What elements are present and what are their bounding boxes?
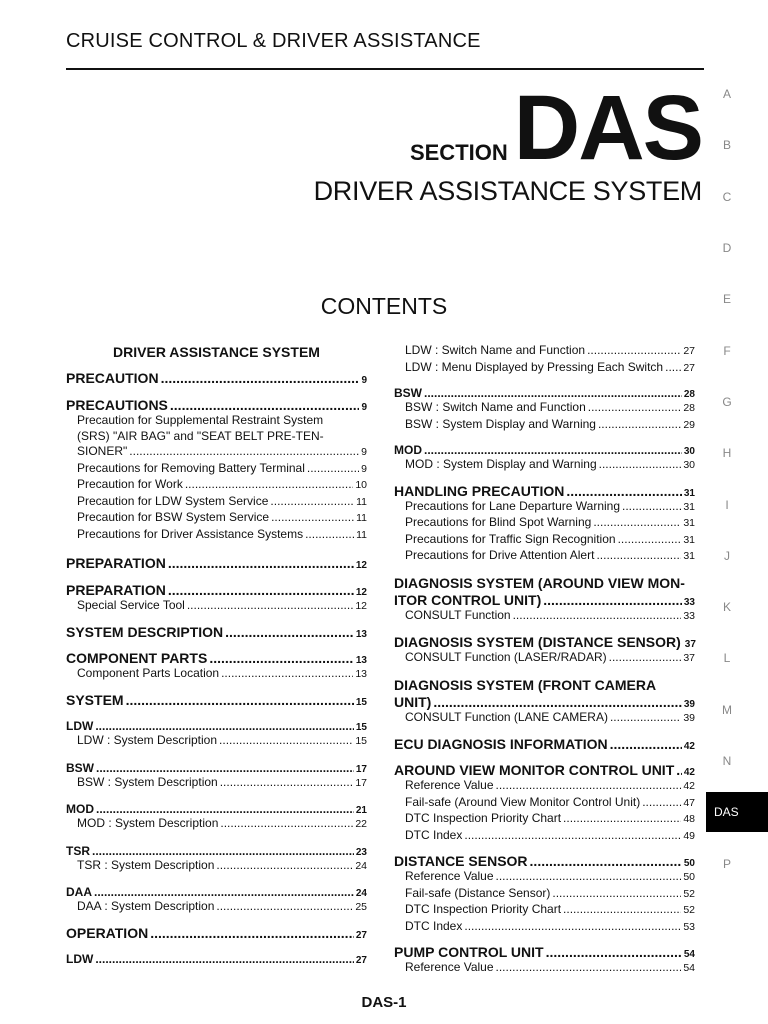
page-number-footer: DAS-1: [361, 994, 407, 1011]
side-index-d[interactable]: D: [722, 241, 732, 255]
side-index-l[interactable]: L: [723, 651, 731, 665]
toc-entry[interactable]: Precaution for Work ..... 10: [66, 477, 367, 494]
toc-entry[interactable]: DAA : System Description ..... 25: [66, 899, 367, 916]
toc-entry[interactable]: SYSTEM ..... 15: [66, 692, 367, 708]
toc-entry[interactable]: PRECAUTION ..... 9: [66, 370, 367, 386]
side-index-i[interactable]: I: [725, 498, 729, 512]
toc-entry[interactable]: SYSTEM DESCRIPTION ..... 13: [66, 624, 367, 640]
toc-entry[interactable]: DAA ..... 24: [66, 885, 367, 899]
toc-entry[interactable]: Component Parts Location ..... 13: [66, 666, 367, 683]
toc-entry[interactable]: Precautions for Removing Battery Terminal ..... 9: [66, 461, 367, 478]
toc-entry[interactable]: DTC Inspection Priority Chart ..... 52: [394, 902, 695, 919]
toc-entry-wrapped-line: (SRS) "AIR BAG" and "SEAT BELT PRE-TEN-: [77, 428, 324, 443]
toc-entry[interactable]: MOD ..... 21: [66, 802, 367, 816]
toc-entry[interactable]: MOD ..... 30: [394, 443, 695, 457]
toc-entry[interactable]: DTC Index ..... 53: [394, 919, 695, 936]
header-rule: [66, 68, 704, 70]
toc-entry[interactable]: LDW : Switch Name and Function ..... 27: [394, 343, 695, 360]
side-index-k[interactable]: K: [722, 600, 731, 614]
manual-section-header: CRUISE CONTROL & DRIVER ASSISTANCE: [66, 30, 481, 52]
side-index-j[interactable]: J: [724, 549, 730, 563]
toc-entry[interactable]: SIONER" ..... 9: [66, 444, 367, 461]
side-index-p[interactable]: P: [722, 857, 731, 871]
toc-entry[interactable]: CONSULT Function ..... 33: [394, 608, 695, 625]
toc-entry[interactable]: Reference Value ..... 54: [394, 960, 695, 977]
side-index-e[interactable]: E: [722, 292, 731, 306]
toc-entry[interactable]: TSR : System Description ..... 24: [66, 858, 367, 875]
side-index-a[interactable]: A: [722, 87, 731, 101]
toc-entry[interactable]: DIAGNOSIS SYSTEM (DISTANCE SENSOR) 37: [394, 634, 696, 650]
section-code: DAS: [513, 77, 702, 179]
side-index-f[interactable]: F: [723, 344, 731, 358]
toc-entry[interactable]: TSR ..... 23: [66, 844, 367, 858]
toc-entry[interactable]: Precautions for Drive Attention Alert ..... 31: [394, 548, 695, 565]
toc-entry[interactable]: Precaution for BSW System Service ..... 11: [66, 510, 367, 527]
toc-entry[interactable]: UNIT) ..... 39: [394, 694, 695, 710]
toc-entry[interactable]: Special Service Tool ..... 12: [66, 598, 367, 615]
toc-entry[interactable]: LDW ..... 27: [66, 952, 367, 966]
toc-entry[interactable]: PREPARATION ..... 12: [66, 555, 367, 571]
toc-entry[interactable]: OPERATION ..... 27: [66, 925, 367, 941]
toc-entry[interactable]: DTC Inspection Priority Chart ..... 48: [394, 811, 695, 828]
toc-entry[interactable]: DISTANCE SENSOR ..... 50: [394, 853, 695, 869]
toc-entry[interactable]: MOD : System Description ..... 22: [66, 816, 367, 833]
toc-entry[interactable]: Precautions for Lane Departure Warning ..... 31: [394, 499, 695, 516]
toc-entry[interactable]: BSW : System Display and Warning ..... 29: [394, 417, 695, 434]
side-index-m[interactable]: M: [722, 703, 732, 717]
toc-entry[interactable]: CONSULT Function (LANE CAMERA) ..... 39: [394, 710, 695, 727]
toc-entry[interactable]: LDW : System Description ..... 15: [66, 733, 367, 750]
side-index-n[interactable]: N: [722, 754, 732, 768]
toc-entry[interactable]: Precautions for Driver Assistance Systems ..... 11: [66, 527, 367, 544]
toc-entry[interactable]: HANDLING PRECAUTION ..... 31: [394, 483, 695, 499]
toc-entry-wrapped-line: DIAGNOSIS SYSTEM (AROUND VIEW MON-: [394, 574, 685, 591]
toc-entry[interactable]: COMPONENT PARTS ..... 13: [66, 650, 367, 666]
toc-entry[interactable]: AROUND VIEW MONITOR CONTROL UNIT ..... 42: [394, 762, 695, 778]
section-label: SECTION: [409, 140, 508, 165]
toc-entry[interactable]: BSW ..... 28: [394, 386, 695, 400]
side-index-g[interactable]: G: [722, 395, 732, 409]
section-title: DRIVER ASSISTANCE SYSTEM: [313, 176, 702, 206]
side-index-h[interactable]: H: [722, 446, 732, 460]
side-index-c[interactable]: C: [722, 190, 732, 204]
toc-entry[interactable]: PRECAUTIONS ..... 9: [66, 397, 367, 413]
toc-entry[interactable]: Reference Value ..... 42: [394, 778, 695, 795]
toc-entry[interactable]: CONSULT Function (LASER/RADAR) ..... 37: [394, 650, 695, 667]
toc-entry[interactable]: ECU DIAGNOSIS INFORMATION ..... 42: [394, 736, 695, 752]
side-index-active-das-tab[interactable]: DAS: [706, 792, 768, 832]
toc-entry-wrapped-line: Precaution for Supplemental Restraint System: [77, 413, 324, 427]
toc-entry[interactable]: DTC Index ..... 49: [394, 828, 695, 845]
toc-entry[interactable]: BSW : Switch Name and Function ..... 28: [394, 400, 695, 417]
toc-entry[interactable]: MOD : System Display and Warning ..... 30: [394, 457, 695, 474]
toc-entry[interactable]: LDW : Menu Displayed by Pressing Each Switch ..... 27: [394, 360, 695, 377]
toc-column-heading: DRIVER ASSISTANCE SYSTEM: [113, 344, 320, 360]
toc-entry[interactable]: Precautions for Blind Spot Warning ..... 31: [394, 515, 695, 532]
toc-entry[interactable]: PREPARATION ..... 12: [66, 582, 367, 598]
toc-entry[interactable]: BSW ..... 17: [66, 761, 367, 775]
toc-entry[interactable]: ITOR CONTROL UNIT) ..... 33: [394, 592, 695, 608]
toc-entry[interactable]: Reference Value ..... 50: [394, 869, 695, 886]
toc-entry[interactable]: Precautions for Traffic Sign Recognition ..... 31: [394, 532, 695, 549]
toc-entry[interactable]: PUMP CONTROL UNIT ..... 54: [394, 944, 695, 960]
side-index-b[interactable]: B: [722, 138, 731, 152]
toc-entry[interactable]: BSW : System Description ..... 17: [66, 775, 367, 792]
toc-left-column: [66, 340, 367, 966]
toc-entry-wrapped-line: DIAGNOSIS SYSTEM (FRONT CAMERA: [394, 676, 657, 693]
toc-right-column: [394, 343, 695, 977]
toc-entry[interactable]: LDW ..... 15: [66, 719, 367, 733]
toc-entry[interactable]: Fail-safe (Distance Sensor) ..... 52: [394, 886, 695, 903]
toc-entry[interactable]: Fail-safe (Around View Monitor Control Unit) ..... 47: [394, 795, 695, 812]
contents-title: CONTENTS: [320, 293, 448, 319]
section-title-block: [313, 77, 702, 207]
toc-entry[interactable]: Precaution for LDW System Service ..... 11: [66, 494, 367, 511]
